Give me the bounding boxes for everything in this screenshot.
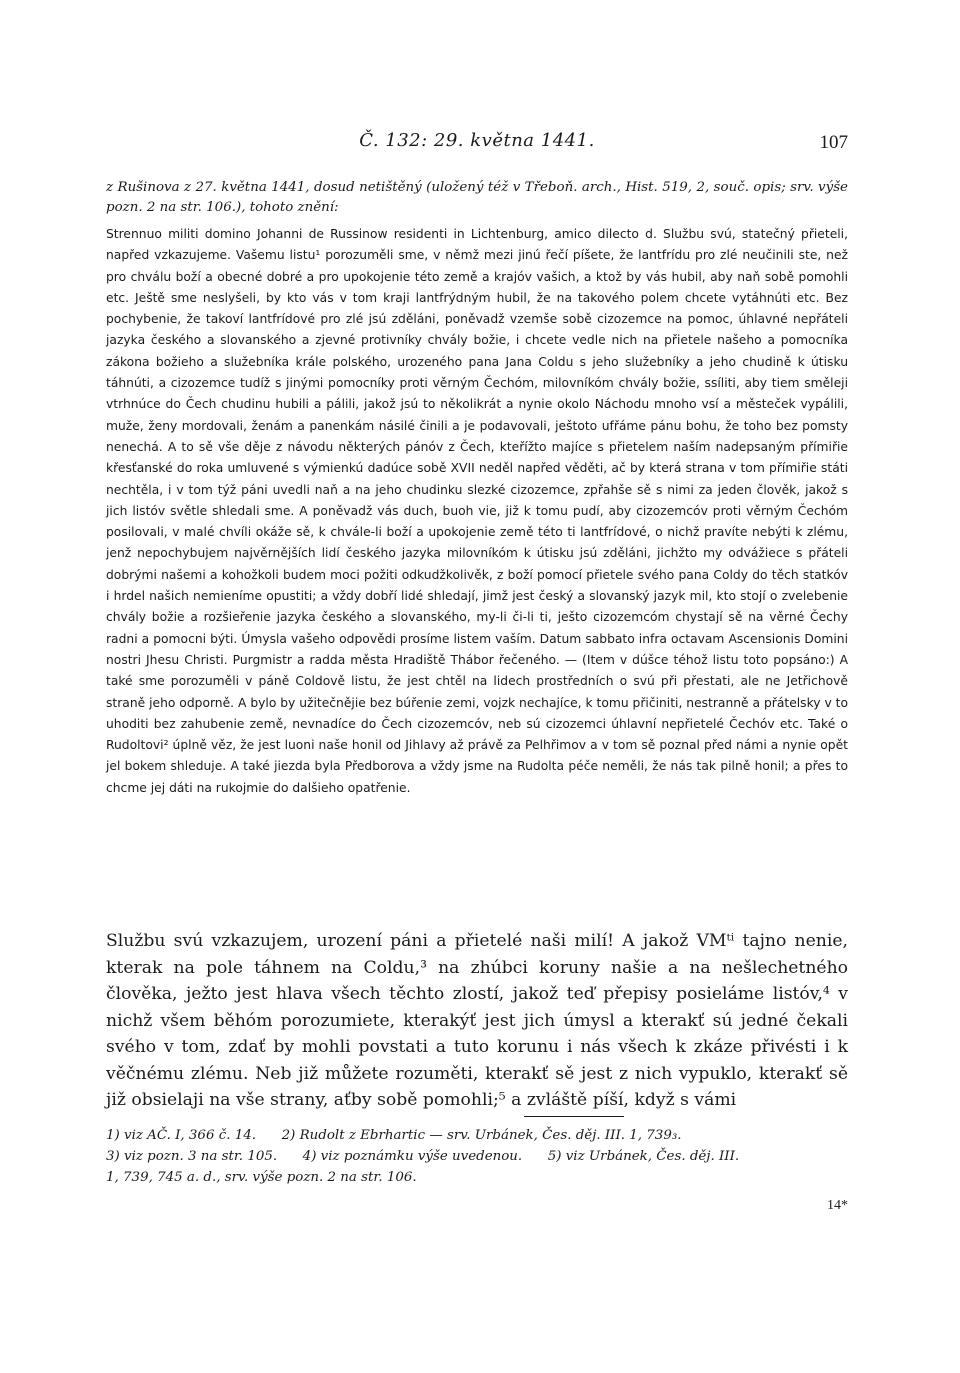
- footnotes: [106, 1125, 848, 1188]
- footnote-line: 3) viz pozn. 3 na str. 105. 4) viz poznámku výše uvedenou. 5) viz Urbánek, Čes. děj. III.: [106, 1149, 740, 1164]
- running-title: Č. 132: 29. května 1441.: [359, 130, 595, 151]
- quoted-letter-text: Strennuo militi domino Johanni de Russinow residenti in Lichtenburg, amico dilecto d. Službu svú, statečný přieteli, napřed vzkazujeme. Vašemu listu¹ porozuměli sme, v němž mezi jinú řečí píšete, že lantfrídu pro zlé neučinili ste, než pro chválu boží a obecné dobré a pro upokojenie této země a krajóv vašich, a ktož by vás hubil, aby naň sobě pomohli etc. Ještě sme neslyšeli, by kto vás v tom kraji lantfrýdným hubil, že na takového polem chcete vytáhnúti etc. Bez pochybenie, že takoví lantfrídové pro zlé jsú zděláni, poněvadž vzemše sobě cizozemce na pomoc, úhlavné nepřáteli jazyka českého a slovanského a zjevné protivníky chvály božie, i chcete vedle nich na přietele našeho a pomocníka zákona božieho a služebníka krále polského, urozeného pana Jana Coldu s jeho služebníky a jeho chudině k útisku táhnúti, a cizozemce tudíž s jinými pomocníky proti věrným Čechóm, milovníkóm chvály božie, ssíliti, aby tiem směleji vtrhnúce do Čech chudinu hubili a pálili, jakož jsú to několikrát a nynie okolo Náchodu mnoho vsí a městeček vypálili, muže, ženy mordovali, ženám a panenkám násilé činili a je podavovali, ještoto ufřáme pánu bohu, že toho bez pomsty nenechá. A to sě vše děje z návodu některých pánóv z Čech, kteřížto majíce s přietelem naším nadepsaným přímiřie křesťanské do roka umluvené s výmienkú dadúce sobě XVII neděl napřed věděti, ač by která strana v tom přímiřie státi nechtěla, i v tom týž páni uvedli naň a na jeho chudinku slezké cizozemce, zpřahše sě s nimi za jeden člověk, jakož s jich listóv světle shledali sme. A poněvadž vás duch, buoh vie, již k tomu pudí, aby cizozemcóv proti věrným Čechóm posilovali, v malé chvíli okáže sě, k chvále-li boží a upokojenie země této ti lantfrídové, o nichž pravíte nebýti k zlému, jenž nepochybujem najvěrnějších lidí českého jazyka milovníkóm k útisku jsú zděláni, jichžto my odvážiece s přáteli dobrými našemi a kohožkoli budem moci požiti odkudžkolivěk, z boží pomocí přietele svého pana Coldy do těch statkóv i hrdel našich nemieníme opustiti; a vždy dobří lidé shledají, jimž jest český a slovanský jazyk mil, kto stojí o zvelebenie chvály božie a rozšieřenie jazyka českého a slovanského, my-li či-li ti, ješto cizozemcóm chystají sě na věrné Čechy radni a pomocni býti. Úmysla vašeho odpovědi prosíme listem vaším. Datum sabbato infra octavam Ascensionis Domini nostri Jhesu Christi. Purgmistr a radda města Hradiště Thábor řečeného. — (Item v dúšce téhož listu toto popsáno:) A také sme porozuměli v páně Coldově listu, že jest chtěl na lidech prostředních o svú při přestati, ale ne Jetřichově straně jeho odporně. A bylo by užitečnějie bez búřenie zemi, vojzk nechajíce, k tomu přičiniti, nestranně a přátelsky v to uhoditi bez zahubenie země, nevnadíce do Čech cizozemcóv, neb sú cizozemci úhlavní nepřietelé Čechóv etc. Také o Rudoltovi² úplně věz, že jest luoni naše honil od Jihlavy až právě za Pelhřimov a v tom sě poznal před námi a nynie opět jel bokem shleduje. A také jiezda byla Předborova a vždy jsme na Rudolta péče neměli, že nás tak pilně honil; a přes to chcme jej dáti na rukojmie do dalšieho opatřenie.: [106, 227, 848, 795]
- main-letter-text: Službu svú vzkazujem, urození páni a přietelé naši milí! A jakož VMᵗⁱ tajno nenie, kterak na pole táhnem na Coldu,³ na zhúbci koruny našie a na nešlechetného člověka, ježto jest hlava všech těchto zlostí, jakož teď přepisy posieláme listóv,⁴ v nichž všem běhóm porozumiete, kterakýť jest jich úmysl a kterakť sú jedné čekali svého v tom, zdať by mohli povstati a tuto korunu i nás všech k zkáze přivésti i k věčnému zlému. Neb již můžete rozuměti, kterakť sě jest z nich vypuklo, kterakť sě již obsielaji na vše strany, aťby sobě pomohli;⁵ a zvláště píší, když s vámi: [106, 931, 848, 1110]
- footnote-line: 1, 739, 745 a. d., srv. výše pozn. 2 na str. 106.: [106, 1170, 417, 1185]
- page-number: 107: [819, 132, 848, 153]
- footnote-divider: [524, 1116, 624, 1117]
- footnote-line: 1) viz AČ. I, 366 č. 14. 2) Rudolt z Ebrhartic — srv. Urbánek, Čes. děj. III. 1, 739₃.: [106, 1128, 682, 1143]
- page-header: [106, 130, 848, 156]
- source-note: z Rušinova z 27. května 1441, dosud netištěný (uložený též v Třeboň. arch., Hist. 519, 2, souč. opis; srv. výše pozn. 2 na str. 106.), tohoto znění:: [106, 180, 848, 215]
- printer-signature-mark: 14*: [827, 1198, 848, 1213]
